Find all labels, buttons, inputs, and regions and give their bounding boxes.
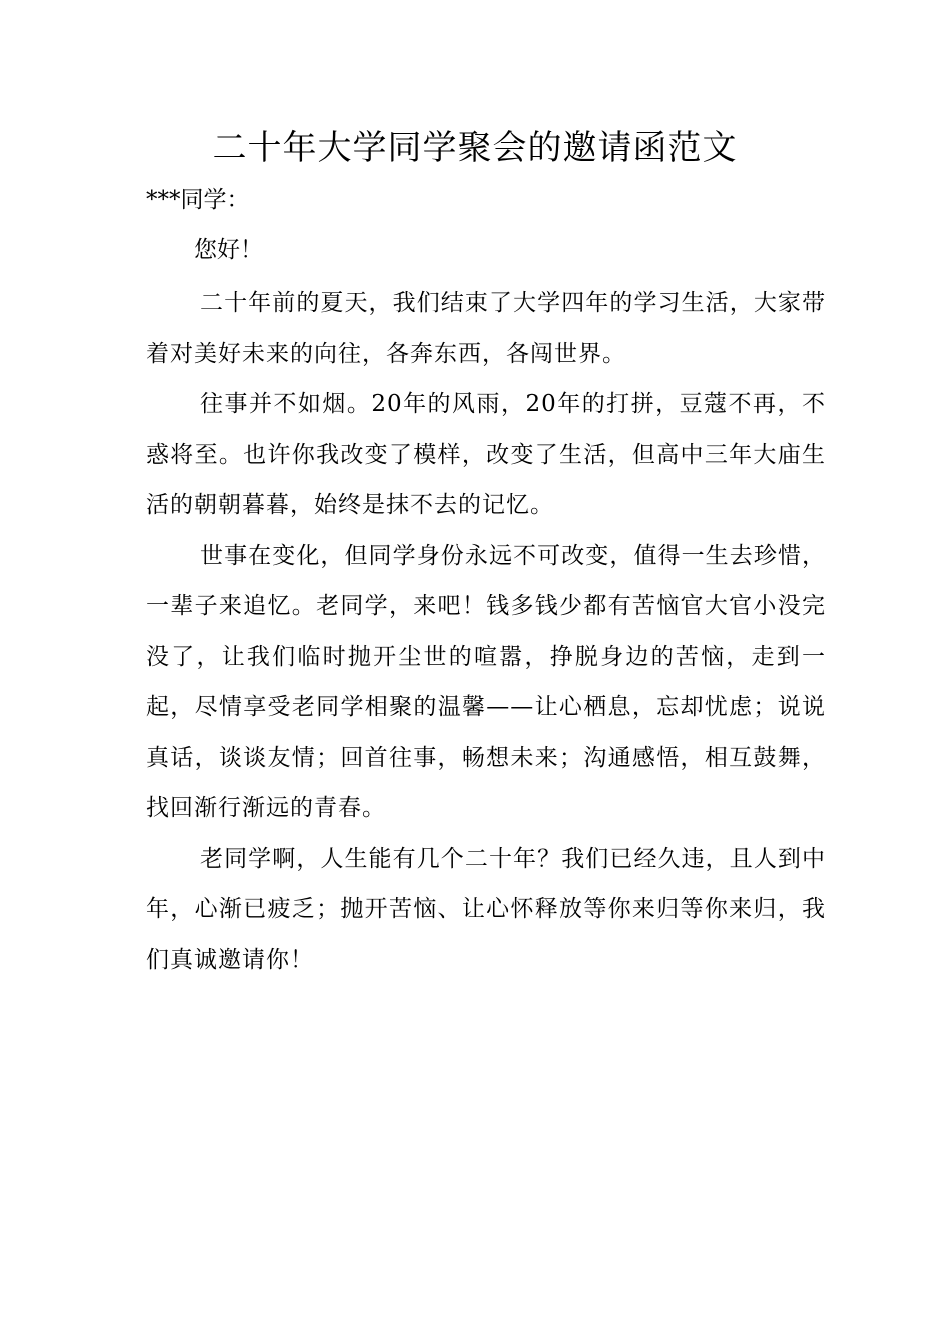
greeting: 您好！ <box>194 237 263 263</box>
paragraph-4: 老同学啊，人生能有几个二十年？我们已经久违，且人到中年，心渐已疲乏；抛开苦恼、让心怀释放等你来归等你来归，我们真诚邀请你！ <box>146 845 826 973</box>
paragraph-3: 世事在变化，但同学身份永远不可改变，值得一生去珍惜，一辈子来追忆。老同学，来吧！钱多钱少都有苦恼官大官小没完没了，让我们临时抛开尘世的喧嚣，挣脱身边的苦恼，走到一起，尽情享受老同学相聚的温馨——让心栖息，忘却忧虑；说说真话，谈谈友情；回首往事，畅想未来；沟通感悟，相互鼓舞，找回渐行渐远的青春。 <box>146 542 826 821</box>
letter-body <box>146 278 826 985</box>
salutation: ***同学： <box>146 187 250 213</box>
paragraph-1: 二十年前的夏天，我们结束了大学四年的学习生活，大家带着对美好未来的向往，各奔东西，各闯世界。 <box>146 290 826 367</box>
document-title: 二十年大学同学聚会的邀请函范文 <box>212 128 738 168</box>
paragraph-2: 往事并不如烟。20年的风雨，20年的打拼，豆蔻不再，不惑将至。也许你我改变了模样，改变了生活，但高中三年大庙生活的朝朝暮暮，始终是抹不去的记忆。 <box>146 391 826 518</box>
